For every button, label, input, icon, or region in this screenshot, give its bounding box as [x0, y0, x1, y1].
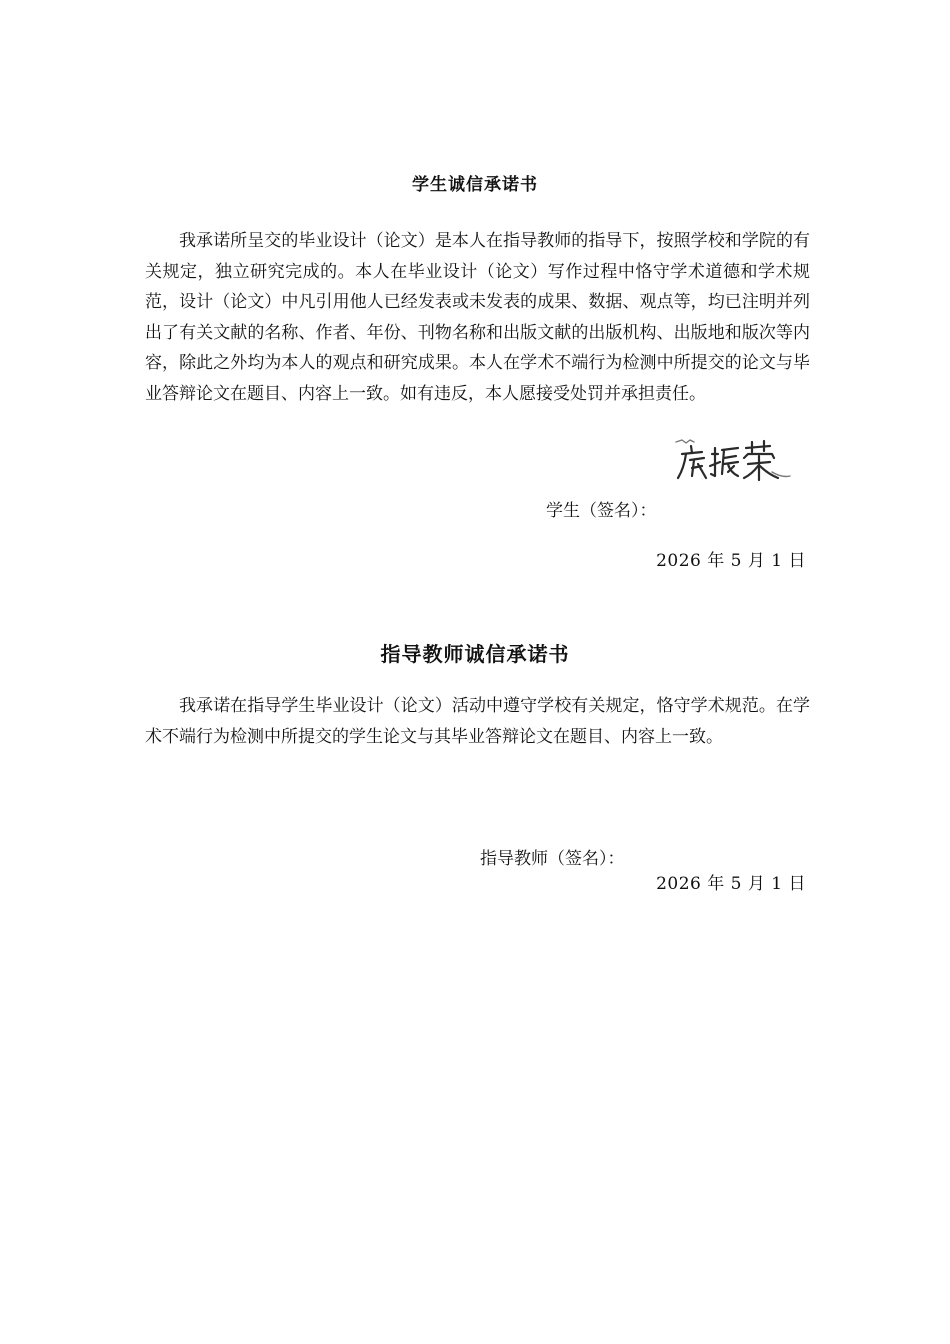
student-pledge-body: 我承诺所呈交的毕业设计（论文）是本人在指导教师的指导下，按照学校和学院的有关规定，独立研究完成的。本人在毕业设计（论文）写作过程中恪守学术道德和学术规范，设计（论文）中凡引用他人已经发表或未发表的成果、数据、观点等，均已注明并列出了有关文献的名称、作者、年份、刊物名称和出版文献的出版机构、出版地和版次等内容，除此之外均为本人的观点和研究成果。本人在学术不端行为检测中所提交的论文与毕业答辩论文在题目、内容上一致。如有违反，本人愿接受处罚并承担责任。 [145, 231, 810, 404]
advisor-signature-label: 指导教师（签名）： [480, 849, 625, 869]
advisor-pledge-body: 我承诺在指导学生毕业设计（论文）活动中遵守学校有关规定，恪守学术规范。在学术不端行为检测中所提交的学生论文与其毕业答辩论文在题目、内容上一致。 [145, 696, 810, 747]
advisor-pledge-title: 指导教师诚信承诺书 [380, 642, 570, 666]
student-pledge-title: 学生诚信承诺书 [412, 175, 538, 195]
student-signature-label: 学生（签名）： [546, 501, 657, 521]
student-pledge-date: 2026 年 5 月 1 日 [656, 551, 806, 571]
advisor-pledge-date: 2026 年 5 月 1 日 [656, 874, 806, 894]
handwritten-signature [672, 434, 794, 486]
